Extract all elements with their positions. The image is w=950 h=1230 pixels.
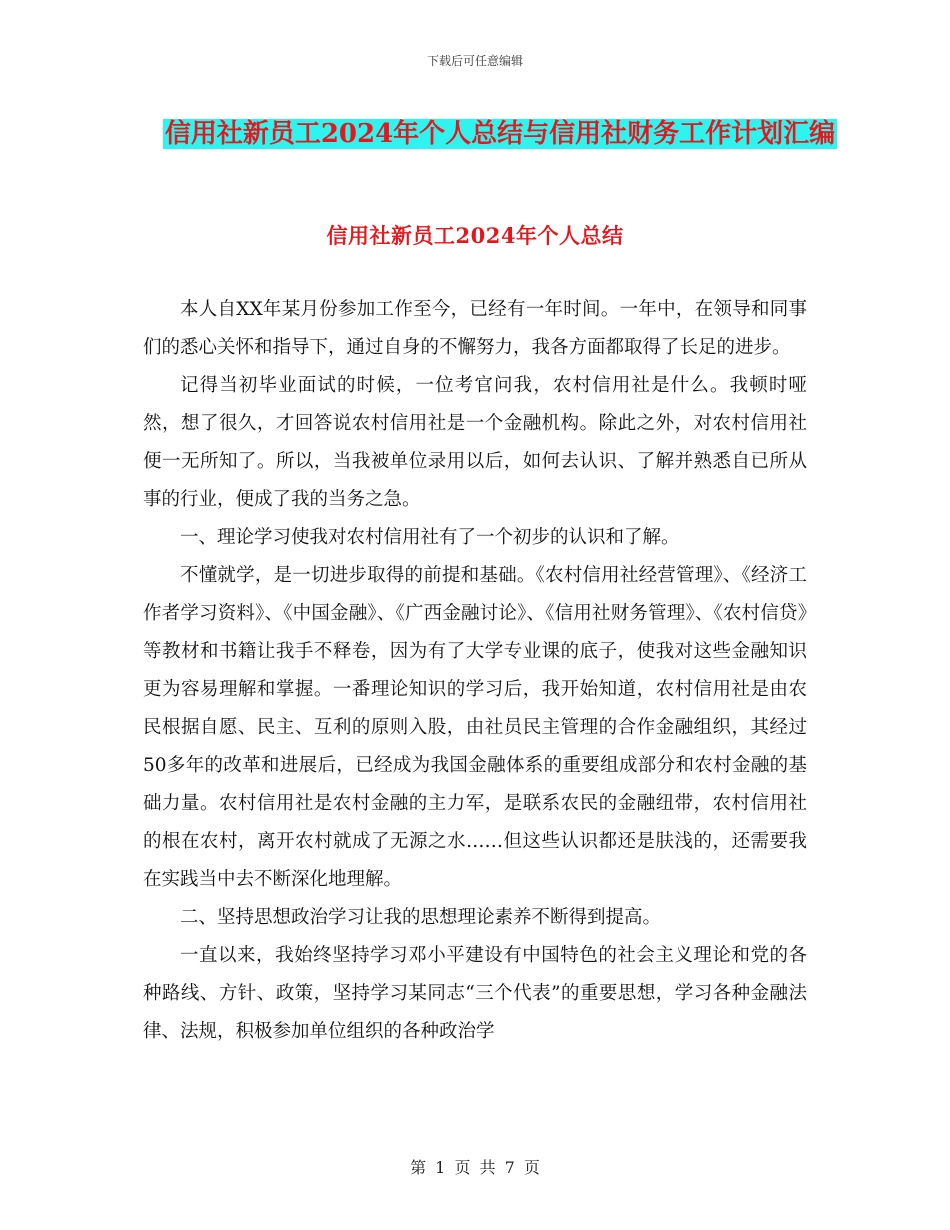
document-title: [140, 112, 860, 156]
paragraph: 一直以来，我始终坚持学习邓小平建设有中国特色的社会主义理论和党的各种路线、方针、政策，坚持学习某同志“三个代表”的重要思想，学习各种金融法律、法规，积极参加单位组织的各种政治学: [143, 945, 807, 1042]
header-note: 下载后可任意编辑: [426, 54, 523, 68]
paragraph: 本人自XX年某月份参加工作至今，已经有一年时间。一年中，在领导和同事们的悉心关怀和指导下，通过自身的不懈努力，我各方面都取得了长足的进步。: [143, 299, 807, 358]
section-title: 信用社新员工2024年个人总结: [326, 223, 624, 248]
document-title-text: 信用社新员工2024年个人总结与信用社财务工作计划汇编: [164, 119, 836, 149]
page-footer: 第 1 页 共 7 页: [410, 1158, 540, 1177]
document-body: [143, 291, 807, 1051]
paragraph: 不懂就学，是一切进步取得的前提和基础。《农村信用社经营管理》、《经济工作者学习资料》、《中国金融》、《广西金融讨论》、《信用社财务管理》、《农村信贷》等教材和书籍让我手不释卷，因为有了大学专业课的底子，使我对这些金融知识更为容易理解和掌握。一番理论知识的学习后，我开始知道，农村信用社是由农民根据自愿、民主、互利的原则入股，由社员民主管理的合作金融组织，其经过50多年的改革和进展后，已经成为我国金融体系的重要组成部分和农村金融的基础力量。农村信用社是农村金融的主力军，是联系农民的金融纽带，农村信用社的根在农村，离开农村就成了无源之水……但这些认识都还是肤浅的，还需要我在实践当中去不断深化地理解。: [143, 565, 807, 890]
paragraph: 记得当初毕业面试的时候，一位考官问我，农村信用社是什么。我顿时哑然，想了很久，才回答说农村信用社是一个金融机构。除此之外，对农村信用社便一无所知了。所以，当我被单位录用以后，如何去认识、了解并熟悉自已所从事的行业，便成了我的当务之急。: [143, 375, 807, 510]
paragraph-heading: 二、坚持思想政治学习让我的思想理论素养不断得到提高。: [180, 907, 662, 928]
paragraph-heading: 一、理论学习使我对农村信用社有了一个初步的认识和了解。: [180, 527, 680, 548]
